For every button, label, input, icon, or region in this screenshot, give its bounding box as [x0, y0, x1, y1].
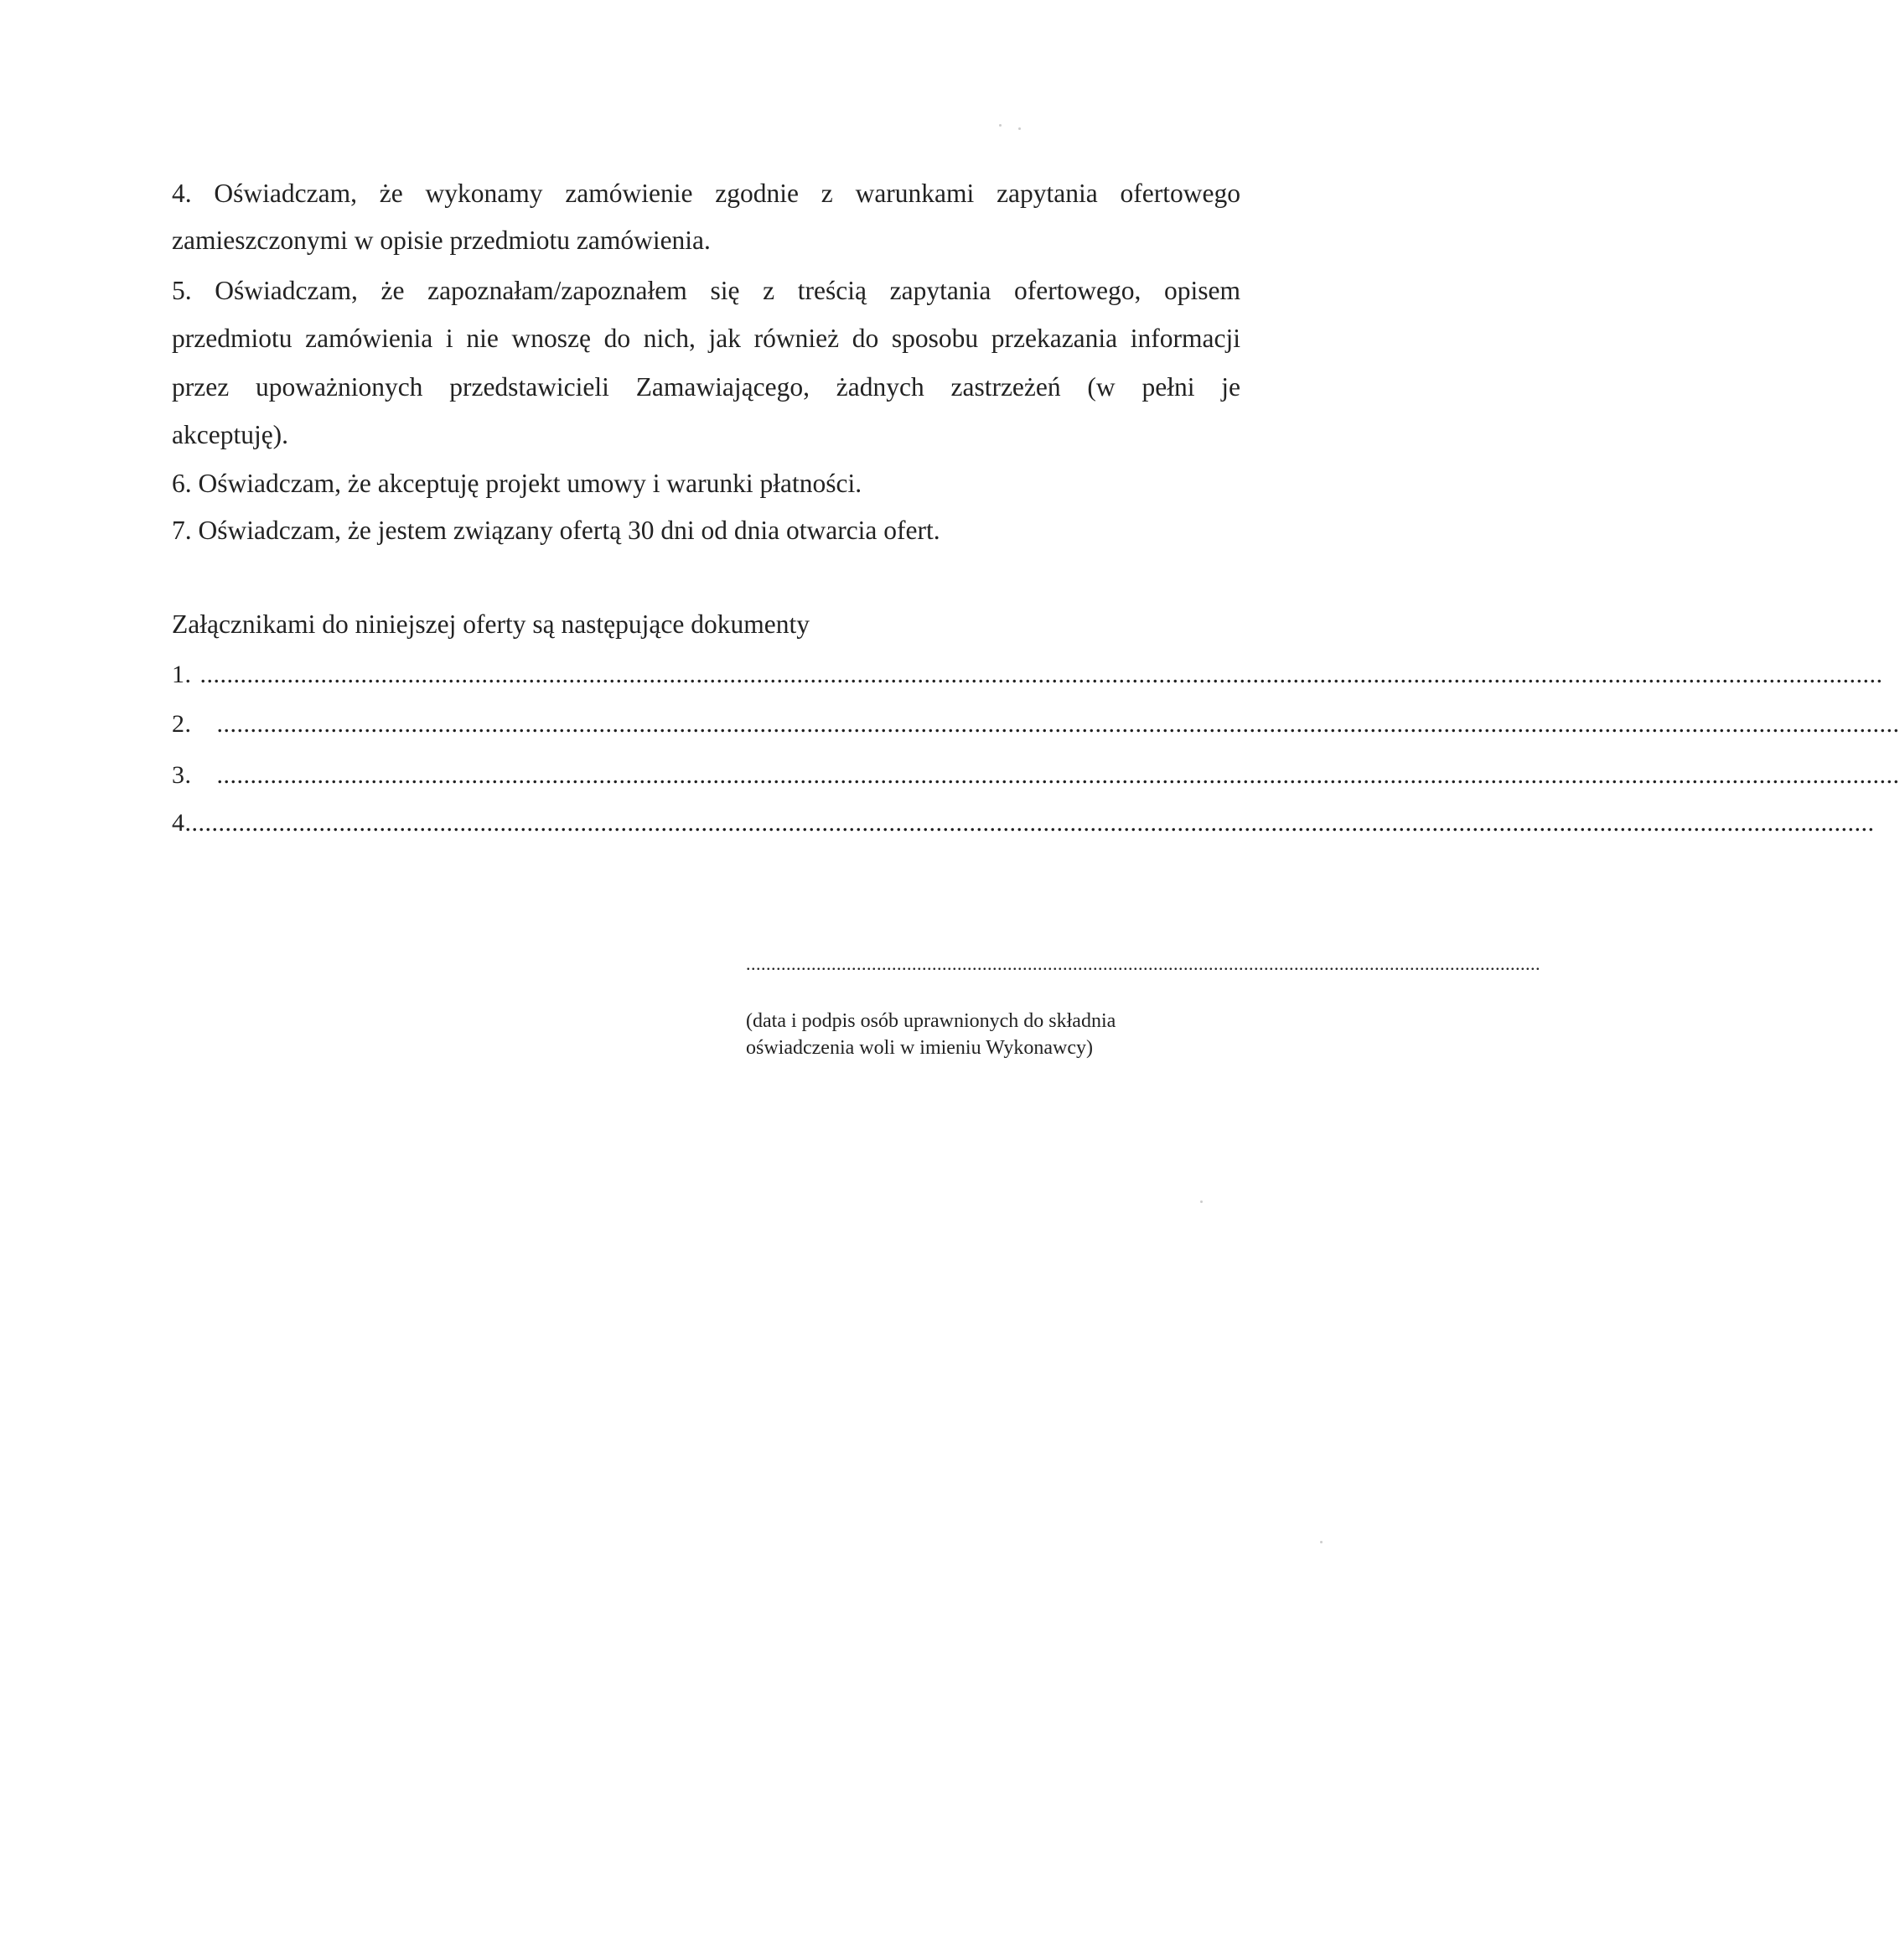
scan-speck	[1320, 1541, 1323, 1543]
attachment-line-1	[172, 659, 1883, 691]
attachment-number: 1.	[172, 661, 192, 688]
signature-dotted-line: ..............................................................................................................................................................	[746, 953, 1540, 974]
attachments-heading: Załącznikami do niniejszej oferty są następujące dokumenty	[172, 609, 810, 639]
dotted-fill: ...........................................................................................................................................................................................................................................................	[199, 661, 1883, 688]
signature-caption-line-2: oświadczenia woli w imieniu Wykonawcy)	[746, 1037, 1093, 1059]
statement-5-line-1: 5. Oświadczam, że zapoznałam/zapoznałem się z treścią zapytania ofertowego, opisem	[172, 276, 1240, 305]
statement-5-line-4: akceptuję).	[172, 420, 289, 449]
dotted-fill: ...........................................................................................................................................................................................................................................................	[216, 761, 1900, 789]
dotted-fill: ...........................................................................................................................................................................................................................................................	[191, 809, 1875, 837]
attachment-number: 3.	[172, 761, 192, 789]
signature-caption	[746, 1008, 1215, 1061]
statement-4-line-1: 4. Oświadczam, że wykonamy zamówienie zgodnie z warunkami zapytania ofertowego	[172, 179, 1240, 208]
scan-speck	[1200, 1200, 1203, 1203]
statement-5-line-3: przez upoważnionych przedstawicieli Zamawiającego, żadnych zastrzeżeń (w pełni je	[172, 372, 1240, 402]
statement-6: 6. Oświadczam, że akceptuję projekt umowy i warunki płatności.	[172, 469, 862, 498]
dotted-fill: ...........................................................................................................................................................................................................................................................	[216, 710, 1900, 738]
statement-4-line-2: zamieszczonymi w opisie przedmiotu zamówienia.	[172, 226, 711, 255]
attachment-line-4	[172, 807, 1875, 839]
scan-speck	[999, 124, 1002, 127]
attachment-line-2	[172, 708, 1900, 740]
attachment-line-3	[172, 760, 1900, 791]
statement-7: 7. Oświadczam, że jestem związany ofertą 30 dni od dnia otwarcia ofert.	[172, 516, 940, 545]
attachment-number: 2.	[172, 710, 192, 738]
scan-speck	[1018, 127, 1021, 130]
signature-caption-line-1: (data i podpis osób uprawnionych do składnia	[746, 1010, 1116, 1032]
statement-5-line-2: przedmiotu zamówienia i nie wnoszę do nich, jak również do sposobu przekazania informacji	[172, 324, 1240, 353]
attachment-number: 4.	[172, 809, 192, 837]
